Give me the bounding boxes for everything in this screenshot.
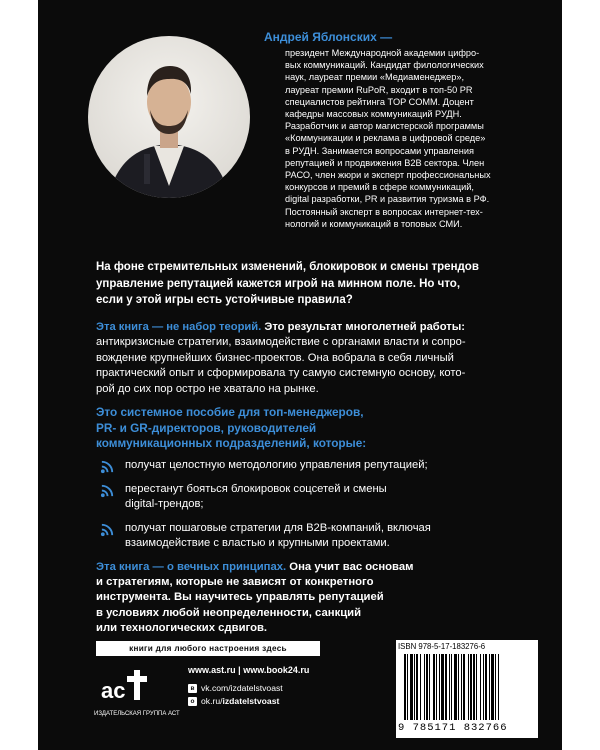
barcode-digits: 9 785171 832766 [398, 722, 508, 734]
description-line: антикризисные стратегии, взаимодействие с органами власти и сопро- [96, 336, 466, 349]
isbn-number: ISBN 978-5-17-183276-6 [398, 642, 486, 651]
author-description [285, 47, 534, 230]
bio-line: digital разработки, PR и развития туризма в РФ. [285, 194, 490, 205]
benefits-list [100, 458, 530, 560]
ok-icon: о [188, 697, 197, 706]
bio-line: РАСО, член жюри и эксперт профессиональных [285, 170, 491, 181]
vk-handle: izdatelstvoast [230, 683, 283, 693]
vk-icon: в [188, 684, 197, 693]
bio-line: репутацией и продвижения B2B сектора. Член [285, 157, 485, 168]
list-item [100, 521, 530, 552]
back-cover [38, 0, 562, 750]
social-links [188, 682, 283, 708]
list-item-text: получат целостную методологию управления репутацией; [125, 459, 428, 471]
ok-link[interactable] [188, 695, 283, 708]
list-item-text: получат пошаговые стратегии для B2B-компаний, включая [125, 521, 431, 534]
list-item-text: digital-трендов; [125, 498, 204, 510]
publisher-name: ИЗДАТЕЛЬСКАЯ ГРУППА АСТ [94, 711, 180, 717]
signal-waves-icon [100, 459, 115, 474]
bio-line: конкурсов и премий в сфере коммуникаций, [285, 182, 474, 193]
bio-line: «Коммуникации и реклама в цифровой среде» [285, 133, 486, 144]
book-description-paragraph [96, 320, 536, 397]
author-portrait [88, 36, 250, 198]
closing-line: инструмента. Вы научитесь управлять репутацией [96, 591, 384, 604]
author-photo-icon [88, 36, 250, 198]
bio-line: лауреат премии RuPoR, входит в топ-50 PR [285, 84, 473, 95]
barcode-icon [402, 654, 534, 720]
target-audience-heading [96, 405, 536, 452]
closing-line: в условиях любой неопределенности, санкций [96, 606, 362, 619]
list-item [100, 458, 530, 474]
description-line: рой до сих пор остро не хватало на рынке. [96, 382, 319, 395]
list-item-text: перестанут бояться блокировок соцсетей и смены [125, 482, 387, 495]
vk-link[interactable] [188, 682, 283, 695]
publisher-tagline: книги для любого настроения здесь [96, 641, 320, 656]
description-lead: Эта книга — не набор теорий. [96, 321, 262, 333]
description-line: практический опыт и сформировала ту самую системную основу, кото- [96, 367, 466, 380]
author-name: Андрей Яблонских — [264, 30, 393, 44]
closing-line: или технологических сдвигов. [96, 621, 268, 634]
intro-line: управление репутацией кажется игрой на минном поле. Но что, [96, 277, 461, 290]
bio-line: специалистов рейтинга TOP COMM. Доцент [285, 96, 474, 107]
bio-line: кафедры массовых коммуникаций РУДН. [285, 109, 462, 120]
vk-prefix: vk.com/ [201, 683, 231, 693]
closing-line: и стратегиям, которые не зависят от конкретного [96, 576, 374, 589]
list-item-text: взаимодействие с властью и крупными проектами. [125, 537, 390, 549]
publisher-websites[interactable]: www.ast.ru | www.book24.ru [188, 665, 310, 675]
intro-line: если у этой игры есть устойчивые правила? [96, 294, 353, 306]
audience-line: коммуникационных подразделений, которые: [96, 436, 367, 450]
bio-line: нологий и коммуникаций в топовых СМИ. [285, 218, 463, 229]
audience-line: Это системное пособие для топ-менеджеров, [96, 405, 364, 419]
description-lead-rest: Это результат многолетней работы: [261, 321, 466, 333]
intro-line: На фоне стремительных изменений, блокировок и смены трендов [96, 261, 479, 273]
signal-waves-icon [100, 522, 115, 537]
bio-line: вых коммуникаций. Кандидат филологических [285, 60, 484, 71]
intro-paragraph [96, 259, 536, 309]
closing-paragraph [96, 560, 536, 636]
bio-line: в РУДН. Занимается вопросами управления [285, 145, 474, 156]
ast-logo-icon [100, 664, 152, 706]
ok-prefix: ok.ru/ [201, 696, 223, 706]
audience-line: PR- и GR-директоров, руководителей [96, 420, 317, 435]
closing-lead-rest: Она учит вас основам [286, 561, 414, 573]
bio-line: президент Международной академии цифро- [285, 48, 480, 58]
description-line: вождение крупнейших бизнес-проектов. Она вобрала в себя личный [96, 351, 454, 364]
bio-line: Разработчик и автор магистерской программы [285, 121, 484, 132]
closing-lead: Эта книга — о вечных принципах. [96, 561, 287, 573]
svg-text:ас: ас [101, 678, 126, 703]
ok-handle: izdatelstvoast [222, 696, 280, 706]
bio-line: Постоянный эксперт в вопросах интернет-тех- [285, 206, 483, 217]
signal-waves-icon [100, 483, 115, 498]
bio-line: наук, лауреат премии «Медиаменеджер», [285, 72, 465, 83]
list-item [100, 482, 530, 513]
author-bio [264, 30, 534, 230]
